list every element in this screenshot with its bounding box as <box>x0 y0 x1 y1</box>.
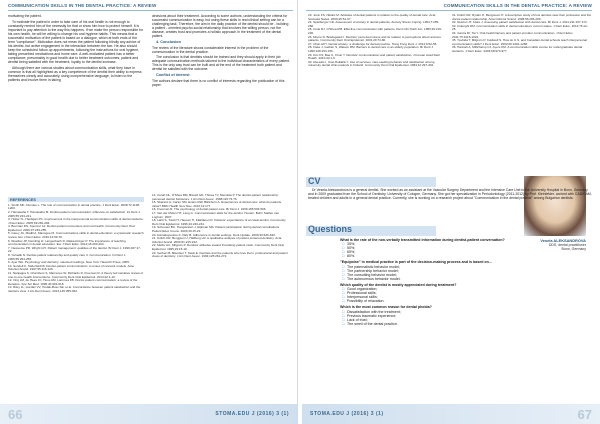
author-location: Bonn, Germany <box>561 247 586 252</box>
question-block <box>340 238 592 258</box>
reference-item: 32. Newton JT, Fiske J. Assessing patient satisfaction with dental care. Br Dent J. 2011;211:167-172. <box>452 20 588 25</box>
left-column-1 <box>8 14 144 84</box>
body-paragraph: The authors declare that there is no conflict of interests regarding the publication of this paper. <box>152 78 285 87</box>
question-text: What is the rate of the non-verbally transmitted information during dentist-patient conversation? <box>340 238 505 242</box>
author-role-title: DDS, dental practitioner <box>548 243 586 247</box>
question-text: "Equipoise" in medical practice is part of the decision-making process and is based on... <box>340 260 492 265</box>
reference-item: 3. Hottel TL, Hardigan PC. Improvement in the interpersonal communication skills of dental students. J Dent Educ. 2005;69:281-284. <box>8 217 144 225</box>
answer-option[interactable]: □ Possibility of relaxation. <box>340 299 592 303</box>
reference-item: 33. Ardenghi DM. Communication skills in dental education: current status. J Dent Educ. 2012;76:12-25. <box>452 23 588 32</box>
answer-option[interactable]: □ Lack of trust; <box>340 318 592 322</box>
cv-heading: CV <box>308 176 321 186</box>
reference-item: 34. Garcia RI, Tai Y. Oral health literacy and patient-provider communication. J Dent Educ. 2011;75:1015-1022. <box>452 30 574 39</box>
reference-item: 19. Schouten BC, Hoogstraten J, Eijkman MA. Patient participation during dental consultations. Patient Educ Couns. 2003;49:15-22. <box>152 225 281 233</box>
answer-option[interactable]: □ Interpersonal skills; <box>340 295 592 299</box>
reference-item: 7. Newsome PR, Wright GH. Patient management: qualities of the dentist. Br Dent J. 1999;187:17-22. <box>8 245 141 254</box>
cv-text: Dr Vesela Aleksandrova is a general dentist. She worked as an assistant at the Vascular Surgery Department and the Intensive Care Unit in the University Hospital in Bonn, Germany and in 2009 graduated from the School of Dentistry, University of Cologne, Germany. She got her specialization in Periodontology (2011-2012) by Prof. Kleinfelder, worked with CAD/CAM, treated children and adults in a general dental practice. Currently, she is working on a research project about "Communication in the dental practice" among Bulgarian dentists. <box>308 188 592 201</box>
reference-item: 17. Van der Molen HT, Lang G. Communication skills for the dentist. Houten: Bohn Stafleu van Loghum; 2007. <box>152 210 279 219</box>
answer-option[interactable]: □ The paternalistic behavior model; <box>340 265 592 269</box>
body-paragraph: decisions about their treatment. According to some authors, understanding the criteria for successful communication is easy, but using these skills in real clinical setting can be a challenging task. Therefore, the aim in the daily practice of the dentist should be - building a patient - oriented psycho-social relationship that involves the willing person, not the disease, creates trust and promotes a holistic approach in the treatment of the dental patient. <box>152 14 289 39</box>
question-block <box>340 260 592 280</box>
left-page <box>0 0 298 424</box>
reference-item: 12. Ong LM, de Haes JC, Hoos AM, Lammes FB. Doctor-patient communication: a review of the literature. Soc Sci Med. 1995;40:903-918. <box>8 278 138 286</box>
reference-item: 26. Moore R, Brødsgaard I. Dentists' perceived stress and its relation to perceptions about anxious patients. Community Dent Oral Epidemiol. 2001;29:73-80. <box>308 34 441 43</box>
references-right-column <box>152 194 290 259</box>
reference-item: 8. Yamalik N. Dentist-patient relationship and quality care 3. Communication. Int Dent J. 2005;55:254-256. <box>8 253 127 261</box>
reference-item: 22. Mellor AC, Milgrom P. Dentists' attitudes toward frustrating patient visits. Community Dent Oral Epidemiol. 1995;23:15-19. <box>152 243 284 251</box>
references-col-4 <box>452 14 592 54</box>
body-paragraph: The review of the literature shows considerable interest in the problem of the communication in the dental practice. <box>152 45 269 54</box>
answer-option[interactable]: □ Dissatisfaction with the treatment; <box>340 310 592 314</box>
reference-item: 13. Riley JL, Gordan VV, Hudak-Boss SE, et al. Concordance between patient satisfaction and the dentist's view. J Am Dent Assoc. 2014;145:355-362. <box>8 285 141 293</box>
reference-item: 35. Yoshida T, Milgrom P, Coldwell S. How do U.S. and Canadian dental schools teach interpersonal communication skills? J Dent Educ. 2002;66:1281-1288. <box>452 38 587 46</box>
journal-citation-left: STOMA.EDU J (2016) 3 (1) <box>215 411 289 417</box>
answer-option[interactable]: □ The partnership behavior model; <box>340 269 592 273</box>
left-column-2 <box>152 14 290 88</box>
reference-item: 1. Smith MK, Dundes L. The role of communication in dental practice. J Dent Educ. 2008;72:1195-1200. <box>8 202 141 211</box>
references-heading: REFERENCES <box>8 197 144 202</box>
header-rule-right <box>306 10 592 11</box>
running-head-left: COMMUNICATION SKILLS IN THE DENTAL PRACTICE: A REVIEW <box>8 3 157 8</box>
questions-heading: Questions <box>308 224 353 234</box>
running-head-right: COMMUNICATION SKILLS IN THE DENTAL PRACTICE: A REVIEW <box>443 3 592 8</box>
reference-item: 20. Asimakopoulou K, Daly B. Adherence in dental settings. Dent Update. 2009;36:626-630. <box>152 232 276 237</box>
reference-item: 21. Kulich KR, Berggren U, Hallberg LR. A qualitative analysis of patient-centered dentistry. Acta Odontol Scand. 2003;61:215-222. <box>152 236 282 244</box>
reference-item: 6. Woelber JP, Deimling D, Langenbach D, Ratka-Krüger P. The importance of teaching communication in dental education. Eur J Dent Educ. 2012;16:200-204. <box>8 238 126 247</box>
body-paragraph: Although there are various studies about communication skills, what they have in common is that all highlighted as a key competence of the dentist their ability to express themselves clearly and accurately, using comprehensive language, to listen to the patients and involve them in taking <box>8 65 142 82</box>
header-rule-left <box>8 10 293 11</box>
reference-item: 18. Lahti S, Tuutti H, Hausen H, Käärlänen R. Patients' expectations of an ideal dentist. Community Dent Oral Epidemiol. 1996;24:240-244. <box>152 218 286 226</box>
reference-list <box>152 194 290 259</box>
right-page <box>302 0 600 424</box>
reference-item: 10. Sondell K, Söderfeldt B. Dentist-patient communication: a review of relevant models. Acta Odontol Scand. 1997;55:116-126. <box>8 263 134 272</box>
author-photo <box>524 176 586 236</box>
question-text: Which quality of the dentist is mostly appreciated during treatment? <box>340 282 457 287</box>
footer-right <box>302 404 600 424</box>
answer-option[interactable]: □ 80%. <box>340 254 592 258</box>
reference-item: 4. Brennan DS, Spencer AJ. Dentist-patient encounters and oral health. Community Dent Oral Epidemiol. 2009;37:249-255. <box>8 224 135 232</box>
answer-option[interactable]: □ The consulting behavior model; <box>340 273 592 277</box>
question-text: Which is the most common reason for dental phobia? <box>340 305 432 310</box>
reference-item: 27. Chan AKY. Dental anxiety: a challenge for dental practice. Hong Kong Dent J. 2012;9:52-56. <box>308 41 438 46</box>
references-left-column <box>8 194 144 294</box>
questions-list <box>340 238 592 328</box>
reference-item: 15. Sbaraini A, Carter SM, Evans RW, Blinkhorn A. Experiences of dental care: what do patients value? BMC Health Serv Res. 2012;12:177. <box>152 200 282 208</box>
answer-option[interactable]: □ 65%; <box>340 250 592 254</box>
footer-left <box>0 404 297 424</box>
reference-item: 24. Spielberger CD. Assessment of anxiety in dental patients. Anxiety Stress Coping. 1994;7:255-268. <box>308 20 440 28</box>
page-number-right: 67 <box>577 407 592 422</box>
reference-item: 11. Nanjappa S, Chambers S, Marcenes W, Richards D, Freeman R. A theory led narrative review of one-to-one health interventions. Community Dent Oral Epidemiol. 2014;42:1-10. <box>8 271 144 279</box>
conclusion-heading: 4. Conclusion <box>156 39 181 44</box>
answer-option[interactable]: □ 35%; <box>340 242 592 246</box>
body-paragraph: To motivate the patient in order to take care of his oral health is not enough to constantly remind him of the necessity for that or show him how to protect himself. It is important to pay attention to the way this happens. If we make the person responsible for his own health, he will be willing to change his oral hygiene habits. This means that a successful motivation of the patient is based on a dialogue, which at both ends of the term "compliance". Motivation does not mean the patient following blindly any advice of his dentist, but active engagement in the interaction between the two. He also should keep the scheduled follow-up appointments, following the instructions for oral hygiene, taking prescribed medications and home care. A well-motivated patient has a better compliance, presumably in good health due to better treatment outcomes, patient and dentist being satisfied with the treatment, loyalty to the dentist increase. <box>8 19 144 65</box>
journal-citation-right: STOMA.EDU J (2016) 3 (1) <box>310 411 384 417</box>
answer-option[interactable]: □ Good organization; <box>340 287 592 291</box>
body-paragraph: The conclusion is that dentists should be trained and they should apply in their job adequate communication methods tailored to the individual characteristics of every patient. This is the only way trust can be built and at the end of the treatment both patient and dentist be satisfied with the outcome. <box>152 55 290 72</box>
answer-option[interactable]: □ Previous traumatic experience; <box>340 314 592 318</box>
reference-item: 5. Carey JA, Madill A, Manogue M. Communications skills in dental education: a systematic research review. Eur J Dent Educ. 2010;14:69-78. <box>8 231 144 240</box>
reference-item: 31. Kulich KR, Rydén O, Bengtsson H. A descriptive study of how dentists view their profession and the doctor-patient relationship. Acta Odontol Scand. 1998;56:206-209. <box>452 13 592 21</box>
reference-item: 25. Cook RJ, O'Shea RM. Effective communication with patients. Dent Clin North Am. 1986;30:215-226. <box>308 27 442 35</box>
reference-item: 29. Kim KS, Bae K, Chun Y. Dentists' communication and patient satisfaction. J Korean Acad Dent Health. 2010;34:1-9. <box>308 52 441 61</box>
references-col-3 <box>308 14 444 68</box>
reference-item: 9. Ayer WA. Psychology and dentistry: selected readings. New York: Haworth Press; 2005. <box>8 260 130 265</box>
reference-item: 36. Hannah A, Millichamp CJ, Ayers KM. A communication skills course for undergraduate dental students. J Dent Educ. 2004;68:970-977. <box>452 45 583 53</box>
answer-option[interactable]: □ The smell of the dental practice. <box>340 322 592 326</box>
reference-list <box>308 14 444 68</box>
page-number-left: 66 <box>8 407 23 422</box>
conflict-heading: Conflict of interest <box>156 72 190 77</box>
reference-item: 16. Freeman R. The psychology of dental patient care. Br Dent J. 1999;186:503-506. <box>152 207 267 212</box>
question-block <box>340 305 592 325</box>
author-name: Vesela ALEKSANDROVA <box>540 238 586 243</box>
question-block <box>340 283 592 303</box>
cv-band <box>306 177 436 187</box>
reference-item: 30. Alvesalo I, Uusi-Heikkilä Y. Use of services, care-seeking behavior and satisfaction among university dental clinic patients in Finland. Community Dent Oral Epidemiol. 1984;12:297-302. <box>308 59 435 68</box>
reference-item: 23. Jovic FS, Nikolic M. Attitudes of dental patients in relation to the quality of dental care. Acta Stomatol Naissi. 2009;25:61-67. <box>308 13 436 21</box>
answer-option[interactable]: □ 50%; <box>340 246 592 250</box>
answer-option[interactable]: □ The autonomous behavior model. <box>340 277 592 281</box>
body-paragraph: motivating the patient. <box>8 14 42 18</box>
reference-list <box>452 14 592 54</box>
answer-option[interactable]: □ Professional skills; <box>340 291 592 295</box>
reference-item: 23. Gerbert B, Bleecker T, Saub E. Dentists and the patients who love them: professional and patient views of dentistry. J Am Dent Assoc. 1994;125:264-272. <box>152 250 288 259</box>
reference-item: 28. Fiske J, Gelbier S, Watson RM. Barriers to dental care in an elderly population. Br Dent J. 1990;168:153-156. <box>308 45 434 53</box>
reference-item: 14. Corah NL, O'Shea RM, Bissell GD, Thines TJ, Mendola P. The dentist-patient relationship: perceived dentist behaviors. J Am Dent Assoc. 1988;116:73-76. <box>152 193 279 201</box>
reference-list <box>8 204 144 294</box>
reference-item: 2. Hamasaha T, Hamasaha M. Dentist-patient communication: influence on satisfaction. Int Dent J. 2005;55:233-241. <box>8 209 141 218</box>
